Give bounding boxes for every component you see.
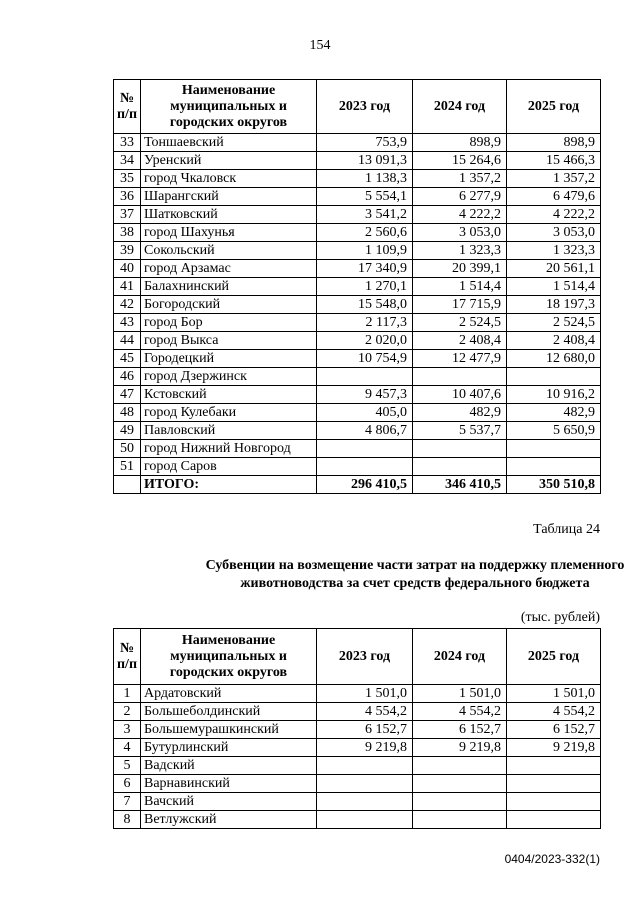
row-value-2025 xyxy=(507,811,601,829)
row-number: 34 xyxy=(114,152,141,170)
row-name: Вадский xyxy=(141,757,317,775)
total-2025: 350 510,8 xyxy=(507,476,601,494)
row-value-2024: 1 501,0 xyxy=(413,685,507,703)
row-value-2023: 2 117,3 xyxy=(317,314,413,332)
row-value-2023: 15 548,0 xyxy=(317,296,413,314)
row-name: город Нижний Новгород xyxy=(141,440,317,458)
row-value-2025: 4 554,2 xyxy=(507,703,601,721)
row-number: 48 xyxy=(114,404,141,422)
row-value-2023: 6 152,7 xyxy=(317,721,413,739)
section-title-text: Субвенции на возмещение части затрат на поддержку племенного животноводства за счет средств федерального бюджета xyxy=(205,558,625,591)
table-row xyxy=(114,188,601,206)
row-number: 49 xyxy=(114,422,141,440)
row-name: Большемурашкинский xyxy=(141,721,317,739)
row-value-2024 xyxy=(413,458,507,476)
row-number: 37 xyxy=(114,206,141,224)
row-number: 36 xyxy=(114,188,141,206)
row-value-2023: 1 501,0 xyxy=(317,685,413,703)
row-value-2023: 3 541,2 xyxy=(317,206,413,224)
row-number: 6 xyxy=(114,775,141,793)
row-value-2023 xyxy=(317,440,413,458)
row-value-2023: 9 219,8 xyxy=(317,739,413,757)
table-row xyxy=(114,278,601,296)
row-name: Сокольский xyxy=(141,242,317,260)
breeding-subsidy-table xyxy=(113,628,601,829)
row-value-2025: 2 524,5 xyxy=(507,314,601,332)
total-2024: 346 410,5 xyxy=(413,476,507,494)
row-value-2025: 9 219,8 xyxy=(507,739,601,757)
table-row xyxy=(114,440,601,458)
row-value-2025: 6 152,7 xyxy=(507,721,601,739)
row-number: 44 xyxy=(114,332,141,350)
row-value-2024: 17 715,9 xyxy=(413,296,507,314)
header-name: Наименование муниципальных и городских округов xyxy=(141,80,317,134)
row-value-2024 xyxy=(413,368,507,386)
row-name: Уренский xyxy=(141,152,317,170)
row-value-2024: 6 277,9 xyxy=(413,188,507,206)
row-number: 2 xyxy=(114,703,141,721)
table-row xyxy=(114,404,601,422)
section-title xyxy=(0,557,640,593)
row-value-2024: 9 219,8 xyxy=(413,739,507,757)
row-number: 1 xyxy=(114,685,141,703)
row-name: Шарангский xyxy=(141,188,317,206)
row-value-2024: 2 408,4 xyxy=(413,332,507,350)
table-row xyxy=(114,314,601,332)
row-name: Городецкий xyxy=(141,350,317,368)
row-name: город Бор xyxy=(141,314,317,332)
row-value-2025: 3 053,0 xyxy=(507,224,601,242)
row-name: город Выкса xyxy=(141,332,317,350)
table-row xyxy=(114,368,601,386)
row-name: Большеболдинский xyxy=(141,703,317,721)
row-name: Вачский xyxy=(141,793,317,811)
row-value-2024: 4 554,2 xyxy=(413,703,507,721)
row-value-2024: 482,9 xyxy=(413,404,507,422)
row-value-2024: 1 357,2 xyxy=(413,170,507,188)
row-value-2024 xyxy=(413,775,507,793)
row-number: 3 xyxy=(114,721,141,739)
header-2024: 2024 год xyxy=(413,80,507,134)
row-value-2025: 1 501,0 xyxy=(507,685,601,703)
row-name: Богородский xyxy=(141,296,317,314)
row-value-2023: 13 091,3 xyxy=(317,152,413,170)
table-row xyxy=(114,152,601,170)
row-value-2023: 753,9 xyxy=(317,134,413,152)
row-name: город Саров xyxy=(141,458,317,476)
row-value-2023: 4 554,2 xyxy=(317,703,413,721)
row-value-2025: 482,9 xyxy=(507,404,601,422)
row-number: 47 xyxy=(114,386,141,404)
row-value-2025 xyxy=(507,793,601,811)
row-value-2024: 3 053,0 xyxy=(413,224,507,242)
row-value-2023 xyxy=(317,458,413,476)
row-value-2023: 2 020,0 xyxy=(317,332,413,350)
row-value-2023 xyxy=(317,757,413,775)
row-number: 40 xyxy=(114,260,141,278)
row-value-2025: 1 514,4 xyxy=(507,278,601,296)
header-name: Наименование муниципальных и городских округов xyxy=(141,629,317,685)
row-value-2024: 10 407,6 xyxy=(413,386,507,404)
row-number: 38 xyxy=(114,224,141,242)
row-name: город Кулебаки xyxy=(141,404,317,422)
header-2025: 2025 год xyxy=(507,80,601,134)
table-row xyxy=(114,685,601,703)
total-2023: 296 410,5 xyxy=(317,476,413,494)
row-name: Шатковский xyxy=(141,206,317,224)
row-value-2025: 18 197,3 xyxy=(507,296,601,314)
row-value-2024 xyxy=(413,440,507,458)
table-row xyxy=(114,242,601,260)
total-number-cell xyxy=(114,476,141,494)
row-value-2025: 1 357,2 xyxy=(507,170,601,188)
row-number: 35 xyxy=(114,170,141,188)
row-number: 46 xyxy=(114,368,141,386)
row-number: 50 xyxy=(114,440,141,458)
row-name: Тоншаевский xyxy=(141,134,317,152)
row-value-2023 xyxy=(317,368,413,386)
row-value-2023 xyxy=(317,793,413,811)
table-row xyxy=(114,332,601,350)
table-row xyxy=(114,134,601,152)
row-number: 43 xyxy=(114,314,141,332)
total-row xyxy=(114,476,601,494)
row-value-2023: 10 754,9 xyxy=(317,350,413,368)
header-2025: 2025 год xyxy=(507,629,601,685)
row-name: Ардатовский xyxy=(141,685,317,703)
row-value-2024 xyxy=(413,757,507,775)
table-row xyxy=(114,739,601,757)
table-row xyxy=(114,386,601,404)
row-number: 4 xyxy=(114,739,141,757)
page-number: 154 xyxy=(309,38,331,53)
row-value-2023: 2 560,6 xyxy=(317,224,413,242)
row-name: Бутурлинский xyxy=(141,739,317,757)
table-row xyxy=(114,458,601,476)
row-value-2025: 12 680,0 xyxy=(507,350,601,368)
table-row xyxy=(114,260,601,278)
row-value-2025: 20 561,1 xyxy=(507,260,601,278)
row-value-2023: 1 270,1 xyxy=(317,278,413,296)
row-value-2025 xyxy=(507,757,601,775)
row-value-2025: 4 222,2 xyxy=(507,206,601,224)
table-label: Таблица 24 xyxy=(533,522,600,537)
row-value-2024: 20 399,1 xyxy=(413,260,507,278)
row-value-2024: 15 264,6 xyxy=(413,152,507,170)
row-value-2023 xyxy=(317,811,413,829)
row-name: город Чкаловск xyxy=(141,170,317,188)
row-number: 7 xyxy=(114,793,141,811)
row-value-2024: 898,9 xyxy=(413,134,507,152)
row-value-2024 xyxy=(413,811,507,829)
table-row xyxy=(114,757,601,775)
row-name: Варнавинский xyxy=(141,775,317,793)
row-value-2025: 2 408,4 xyxy=(507,332,601,350)
row-value-2023: 5 554,1 xyxy=(317,188,413,206)
header-2023: 2023 год xyxy=(317,629,413,685)
header-2023: 2023 год xyxy=(317,80,413,134)
row-number: 8 xyxy=(114,811,141,829)
row-value-2023: 1 138,3 xyxy=(317,170,413,188)
table-row xyxy=(114,793,601,811)
row-value-2024: 4 222,2 xyxy=(413,206,507,224)
table-row xyxy=(114,721,601,739)
row-value-2023: 17 340,9 xyxy=(317,260,413,278)
row-value-2025 xyxy=(507,775,601,793)
row-value-2024: 12 477,9 xyxy=(413,350,507,368)
row-value-2024: 5 537,7 xyxy=(413,422,507,440)
row-value-2023: 9 457,3 xyxy=(317,386,413,404)
header-2024: 2024 год xyxy=(413,629,507,685)
row-number: 39 xyxy=(114,242,141,260)
subsidy-table-continued xyxy=(113,79,601,494)
row-number: 45 xyxy=(114,350,141,368)
table-row xyxy=(114,296,601,314)
row-value-2023: 4 806,7 xyxy=(317,422,413,440)
row-value-2025 xyxy=(507,458,601,476)
row-value-2023: 1 109,9 xyxy=(317,242,413,260)
row-value-2023 xyxy=(317,775,413,793)
table-row xyxy=(114,775,601,793)
row-number: 33 xyxy=(114,134,141,152)
row-value-2024: 1 323,3 xyxy=(413,242,507,260)
row-value-2023: 405,0 xyxy=(317,404,413,422)
table-row xyxy=(114,350,601,368)
header-number: № п/п xyxy=(114,629,141,685)
row-name: Балахнинский xyxy=(141,278,317,296)
table-row xyxy=(114,170,601,188)
row-number: 51 xyxy=(114,458,141,476)
row-value-2025: 1 323,3 xyxy=(507,242,601,260)
units-label: (тыс. рублей) xyxy=(520,610,600,625)
row-name: Ветлужский xyxy=(141,811,317,829)
row-value-2025 xyxy=(507,368,601,386)
row-value-2025: 15 466,3 xyxy=(507,152,601,170)
row-number: 41 xyxy=(114,278,141,296)
row-value-2025: 898,9 xyxy=(507,134,601,152)
table-row xyxy=(114,224,601,242)
header-number: № п/п xyxy=(114,80,141,134)
row-name: Павловский xyxy=(141,422,317,440)
document-code: 0404/2023-332(1) xyxy=(504,852,600,866)
row-value-2024: 2 524,5 xyxy=(413,314,507,332)
row-value-2024: 1 514,4 xyxy=(413,278,507,296)
row-name: город Шахунья xyxy=(141,224,317,242)
table-row xyxy=(114,703,601,721)
table-row xyxy=(114,206,601,224)
row-name: город Дзержинск xyxy=(141,368,317,386)
table-row xyxy=(114,811,601,829)
row-value-2025: 6 479,6 xyxy=(507,188,601,206)
row-number: 42 xyxy=(114,296,141,314)
row-value-2025: 10 916,2 xyxy=(507,386,601,404)
row-name: город Арзамас xyxy=(141,260,317,278)
row-value-2024: 6 152,7 xyxy=(413,721,507,739)
row-name: Кстовский xyxy=(141,386,317,404)
table-row xyxy=(114,422,601,440)
row-value-2025 xyxy=(507,440,601,458)
row-value-2025: 5 650,9 xyxy=(507,422,601,440)
total-label: ИТОГО: xyxy=(141,476,317,494)
row-value-2024 xyxy=(413,793,507,811)
row-number: 5 xyxy=(114,757,141,775)
